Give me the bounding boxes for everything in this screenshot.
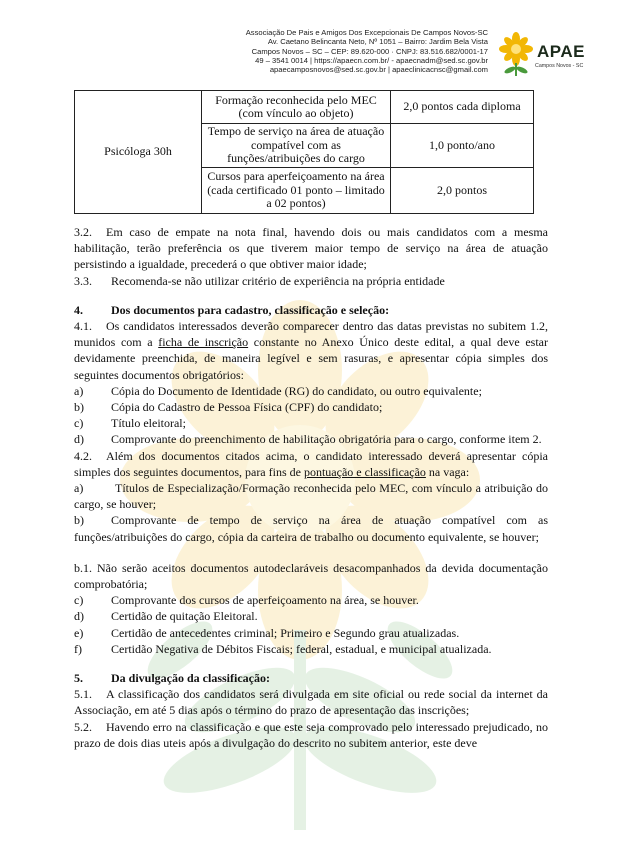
section-title: Da divulgação da classificação: [111, 671, 270, 686]
scoring-table [74, 90, 534, 214]
header-line: apaecamposnovos@sed.sc.gov.br | apaeclinicacnsc@gmail.com [269, 65, 488, 75]
list-text: Certidão de quitação Eleitoral. [111, 609, 258, 624]
list-item [74, 625, 548, 641]
list-letter: a) [74, 383, 84, 398]
paragraph-3-2 [74, 224, 548, 273]
list-item [74, 399, 548, 415]
paragraph-4-1 [74, 318, 548, 383]
section-5-heading [74, 670, 548, 686]
points-cell: 2,0 pontos [391, 168, 534, 214]
list-item [74, 383, 548, 399]
list-letter: d) [74, 432, 84, 447]
table-row [75, 91, 534, 124]
role-cell: Psicóloga 30h [75, 91, 202, 214]
list-item [74, 431, 548, 447]
list-item [74, 415, 548, 431]
document-body [74, 224, 548, 751]
logo-subtitle: Campos Novos - SC [535, 63, 584, 69]
item-text: Os candidatos interessados deverão comparecer dentro das datas previstas no subitem 1.2, munidos com a [74, 319, 548, 350]
list-text: Título eleitoral; [111, 416, 186, 431]
list-letter: f) [74, 641, 82, 656]
item-text: Em caso de empate na nota final, havendo dois ou mais candidatos com a mesma habilitação, terão preferência os que tiverem maior tempo de serviço na área de atuação persistindo a igualdade, precederá o que obtiver maior idade; [74, 225, 548, 272]
list-text: Comprovante de tempo de serviço na área de atuação compatível com as funções/atribuições do cargo, cópia da carteira de trabalho ou documento equivalente, se houver; [74, 513, 548, 544]
item-number: 3.2. [74, 225, 92, 239]
list-item [74, 512, 548, 544]
pontuacao-classificacao-text: pontuação e classificação [303, 464, 426, 479]
paragraph-5-1 [74, 686, 548, 718]
section-number: 5. [74, 671, 83, 686]
section-title: Dos documentos para cadastro, classificação e seleção: [111, 302, 390, 317]
list-item [74, 480, 548, 512]
item-text: A classificação dos candidatos será divulgada em site oficial ou rede social da internet da Associação, em até 5 dias após o término do prazo de apresentação das inscrições; [74, 687, 548, 718]
list-letter: c) [74, 416, 84, 431]
criterion-cell: Tempo de serviço na área de atuação compatível com as funções/atribuições do cargo [202, 124, 391, 168]
list-letter: a) [74, 481, 84, 496]
points-cell: 2,0 pontos cada diploma [391, 91, 534, 124]
list-letter: e) [74, 625, 84, 640]
item-text: Recomenda-se não utilizar critério de experiência na própria entidade [111, 273, 445, 288]
header-line: Associação De Pais e Amigos Dos Excepcionais De Campos Novos-SC [245, 28, 488, 37]
paragraph-b1: b.1. Não serão aceitos documentos autodeclaráveis desacompanhados da devida documentação comprobatória; [74, 560, 548, 592]
letterhead [150, 28, 488, 74]
ficha-inscricao-text: ficha de inscrição [158, 335, 249, 350]
points-cell: 1,0 ponto/ano [391, 124, 534, 168]
list-item [74, 608, 548, 624]
paragraph-3-3 [74, 273, 548, 289]
logo-text: APAE [537, 42, 585, 61]
list-letter: c) [74, 593, 84, 608]
list-text: Comprovante do preenchimento de habilitação obrigatória para o cargo, conforme item 2. [111, 432, 542, 447]
item-text: Havendo erro na classificação e que este seja comprovado pelo interessado prejudicado, no prazo de dois dias uteis após a divulgação do descrito no subitem anterior, este deve [74, 719, 548, 750]
paragraph-5-2 [74, 719, 548, 751]
item-number: 4.2. [74, 448, 92, 463]
list-text: Cópia do Cadastro de Pessoa Física (CPF) do candidato; [111, 400, 383, 415]
item-number: 4.1. [74, 319, 92, 334]
section-4-heading [74, 302, 548, 318]
list-text: Certidão de antecedentes criminal; Primeiro e Segundo grau atualizadas. [111, 625, 460, 640]
list-text: Cópia do Documento de Identidade (RG) do candidato, ou outro equivalente; [111, 383, 482, 398]
list-text: Certidão Negativa de Débitos Fiscais; federal, estadual, e municipal atualizada. [111, 641, 492, 656]
criterion-cell: Cursos para aperfeiçoamento na área (cada certificado 01 ponto – limitado a 02 pontos) [202, 168, 391, 214]
list-letter: b) [74, 400, 84, 415]
header-line: Av. Caetano Belincanta Neto, Nº 1051 – Bairro: Jardim Bela Vista [267, 37, 488, 47]
list-item [74, 641, 548, 657]
list-item [74, 592, 548, 608]
header-line: 49 – 3541 0014 | https://apaecn.com.br/ - apaecnadm@sed.sc.gov.br [255, 55, 488, 65]
list-letter: b) [74, 513, 84, 528]
list-text: Comprovante dos cursos de aperfeiçoamento na área, se houver. [111, 593, 419, 608]
paragraph-4-2 [74, 448, 548, 480]
item-number: 5.2. [74, 719, 92, 734]
item-number: 3.3. [74, 273, 92, 288]
item-text: na vaga: [425, 464, 470, 479]
item-text: constante no Anexo Único deste edital, a qual deve estar devidamente preenchida, de maneira legível e sem rasuras, e apresentar cópia simples dos seguintes documentos obrigatórios: [74, 335, 548, 382]
list-text: Títulos de Especialização/Formação reconhecida pelo MEC, com vínculo a atribuição do cargo, se houver; [74, 481, 548, 512]
item-number: 5.1. [74, 687, 92, 702]
list-letter: d) [74, 609, 84, 624]
section-number: 4. [74, 302, 83, 317]
header-line: Campos Novos – SC – CEP: 89.620-000 · CNPJ: 83.516.682/0001-17 [251, 46, 488, 56]
item-text: Além dos documentos citados acima, o candidato interessado deverá apresentar cópia simples dos seguintes documentos, para fins de [74, 448, 548, 479]
criterion-cell: Formação reconhecida pelo MEC (com vínculo ao objeto) [202, 91, 391, 124]
